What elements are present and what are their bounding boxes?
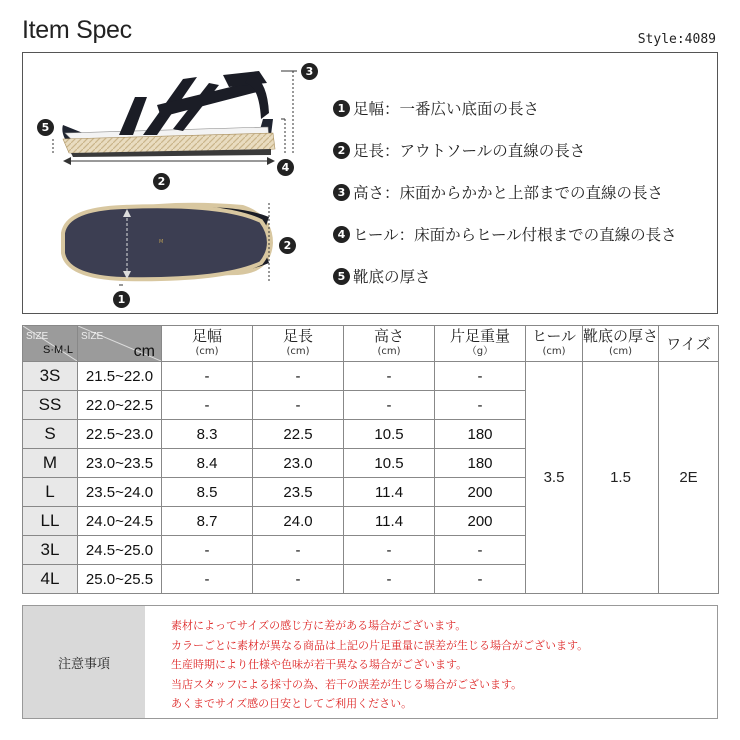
col-header-wise <box>659 326 719 362</box>
page-title: Item Spec <box>22 16 132 44</box>
size-cell: S <box>23 420 78 449</box>
style-number: Style:4089 <box>637 32 716 47</box>
width-cell: - <box>162 391 253 420</box>
side-view-sandal <box>62 71 275 157</box>
col-label: 足長 <box>282 326 313 345</box>
col-label: 足幅 <box>191 326 222 345</box>
corner-size-label: SIZE <box>26 331 49 342</box>
note-line: 当店スタッフによる採寸の為、若干の誤差が生じる場合がございます。 <box>171 677 523 691</box>
width-cell: 8.3 <box>162 420 253 449</box>
length-cell: - <box>253 391 344 420</box>
legend-number: 4 <box>333 226 350 243</box>
size-cell: 4L <box>23 565 78 594</box>
legend-item-sole <box>333 255 719 297</box>
range-cell: 22.5~23.0 <box>78 420 162 449</box>
legend-number: 1 <box>333 100 350 117</box>
legend-item-height <box>333 171 719 213</box>
range-cell: 25.0~25.5 <box>78 565 162 594</box>
length-cell: 23.0 <box>253 449 344 478</box>
table-row <box>23 362 719 391</box>
legend-item-width <box>333 87 719 129</box>
length-cell: - <box>253 536 344 565</box>
legend-item-heel <box>333 213 719 255</box>
col-unit: (cm) <box>286 345 310 357</box>
legend-text: ヒール：床面からヒール付根までの直線の長さ <box>353 226 677 244</box>
range-cell: 21.5~22.0 <box>78 362 162 391</box>
heel-cell: 3.5 <box>526 362 583 594</box>
height-cell: 11.4 <box>344 478 435 507</box>
width-cell: - <box>162 565 253 594</box>
height-cell: - <box>344 391 435 420</box>
sole-view-sandal <box>63 203 273 279</box>
marker-1: 1 <box>113 291 130 308</box>
height-cell: 10.5 <box>344 420 435 449</box>
size-corner-header <box>23 326 78 362</box>
weight-cell: - <box>435 391 526 420</box>
marker-2: 2 <box>153 173 170 190</box>
width-cell: - <box>162 536 253 565</box>
measurement-legend <box>333 87 719 297</box>
svg-text:M: M <box>159 239 164 245</box>
col-header-length <box>253 326 344 362</box>
col-header-sole <box>583 326 659 362</box>
legend-item-length <box>333 129 719 171</box>
col-header-width <box>162 326 253 362</box>
legend-text: 靴底の厚さ <box>353 268 431 286</box>
range-corner-header <box>78 326 162 362</box>
height-cell: - <box>344 536 435 565</box>
size-cell: M <box>23 449 78 478</box>
length-cell: 24.0 <box>253 507 344 536</box>
range-cell: 23.5~24.0 <box>78 478 162 507</box>
length-cell: - <box>253 565 344 594</box>
weight-cell: 200 <box>435 478 526 507</box>
corner-sml-label: S·M·L <box>43 344 73 356</box>
wise-cell: 2E <box>659 362 719 594</box>
note-line: 素材によってサイズの感じ方に差がある場合がございます。 <box>171 619 467 632</box>
col-unit: (cm) <box>542 345 566 357</box>
weight-cell: 180 <box>435 449 526 478</box>
spec-diagram-panel <box>22 52 718 314</box>
marker-4: 4 <box>277 159 294 176</box>
size-cell: LL <box>23 507 78 536</box>
legend-number: 2 <box>333 142 350 159</box>
col-unit: (cm) <box>195 345 219 357</box>
range-cell: 24.5~25.0 <box>78 536 162 565</box>
width-cell: - <box>162 362 253 391</box>
width-cell: 8.5 <box>162 478 253 507</box>
note-line: あくまでサイズ感の目安としてご利用ください。 <box>171 697 413 710</box>
width-cell: 8.7 <box>162 507 253 536</box>
weight-cell: - <box>435 536 526 565</box>
size-table <box>22 325 719 594</box>
weight-cell: - <box>435 362 526 391</box>
col-header-heel <box>526 326 583 362</box>
col-header-weight <box>435 326 526 362</box>
length-cell: 22.5 <box>253 420 344 449</box>
sole-cell: 1.5 <box>583 362 659 594</box>
height-cell: - <box>344 565 435 594</box>
col-label: 高さ <box>373 326 404 345</box>
range-cell: 22.0~22.5 <box>78 391 162 420</box>
weight-cell: - <box>435 565 526 594</box>
length-cell: 23.5 <box>253 478 344 507</box>
notes-panel <box>22 605 718 719</box>
note-line: 生産時期により仕様や色味が若干異なる場合がございます。 <box>171 658 468 671</box>
col-unit: (cm) <box>377 345 401 357</box>
legend-text: 足長：アウトソールの直線の長さ <box>353 142 586 160</box>
size-cell: 3S <box>23 362 78 391</box>
legend-number: 5 <box>333 268 350 285</box>
note-line: カラーごとに素材が異なる商品は上記の片足重量に誤差が生じる場合がございます。 <box>171 638 589 652</box>
length-cell: - <box>253 362 344 391</box>
col-label: ワイズ <box>666 334 711 353</box>
height-cell: 10.5 <box>344 449 435 478</box>
col-label: 靴底の厚さ <box>583 326 659 345</box>
marker-3: 3 <box>301 63 318 80</box>
width-cell: 8.4 <box>162 449 253 478</box>
size-cell: L <box>23 478 78 507</box>
col-header-height <box>344 326 435 362</box>
col-unit: (cm) <box>608 345 633 357</box>
range-cell: 23.0~23.5 <box>78 449 162 478</box>
notes-body <box>145 606 717 718</box>
range-cell: 24.0~24.5 <box>78 507 162 536</box>
weight-cell: 180 <box>435 420 526 449</box>
sandal-illustration <box>23 53 323 313</box>
col-unit: （g） <box>466 345 494 357</box>
corner-size-label-2: SIZE <box>81 331 104 342</box>
legend-text: 高さ：床面からかかと上部までの直線の長さ <box>353 184 664 202</box>
weight-cell: 200 <box>435 507 526 536</box>
legend-text: 足幅：一番広い底面の長さ <box>353 100 540 118</box>
height-cell: 11.4 <box>344 507 435 536</box>
col-label: 片足重量 <box>449 326 510 345</box>
size-cell: SS <box>23 391 78 420</box>
size-cell: 3L <box>23 536 78 565</box>
marker-5: 5 <box>37 119 54 136</box>
corner-cm-label: cm <box>133 343 155 360</box>
marker-2-sole: 2 <box>279 237 296 254</box>
legend-number: 3 <box>333 184 350 201</box>
notes-label: 注意事項 <box>23 606 145 718</box>
height-cell: - <box>344 362 435 391</box>
col-label: ヒール <box>531 326 577 345</box>
